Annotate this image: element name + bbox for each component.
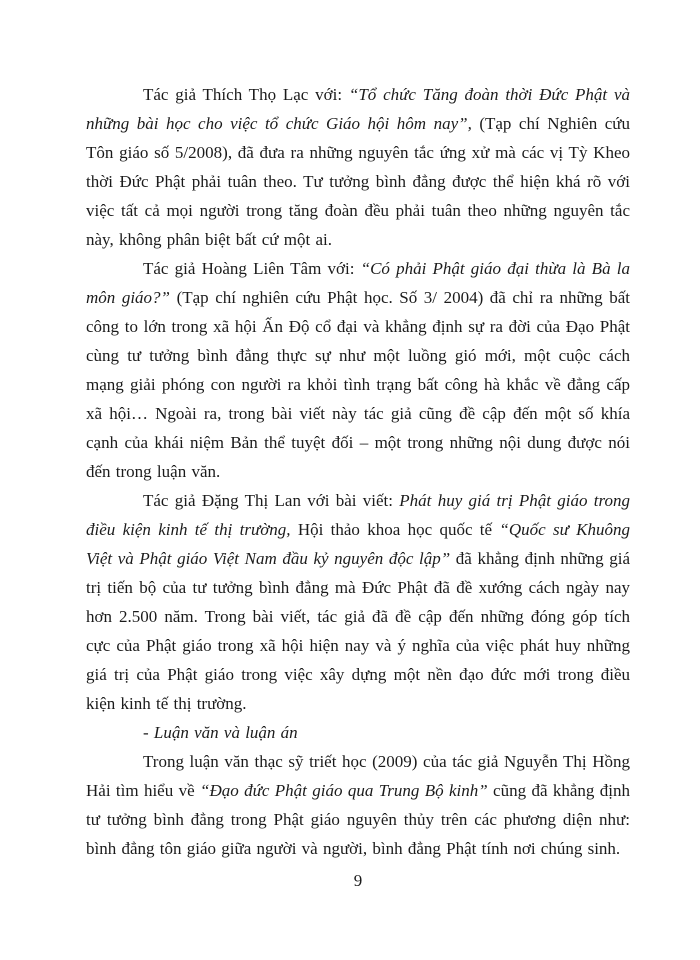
italic-text: “Đạo đức Phật giáo qua Trung Bộ kinh” [200, 781, 488, 800]
body-text: cũng đã khẳng định tư tưởng bình đẳng trong Phật giáo nguyên thủy trên các phương diện như: bình đẳng tôn giáo giữa người và người, bình đẳng Phật tính nơi chúng sinh. [86, 781, 631, 858]
italic-text: “Quốc sư Khuông Việt và Phật giáo Việt Nam đầu kỷ nguyên độc lập” [86, 520, 630, 568]
body-text: Trong luận văn thạc sỹ triết học (2009) của tác giả Nguyễn Thị Hồng Hải tìm hiểu về [86, 752, 630, 800]
italic-text: “Tổ chức Tăng đoàn thời Đức Phật và những bài học cho việc tổ chức Giáo hội hôm nay”, [86, 85, 630, 133]
body-text: đã khẳng định những giá trị tiến bộ của tư tưởng bình đẳng mà Đức Phật đã đề xướng cách ngày nay hơn 2.500 năm. Trong bài viết, tác giả đã đề cập đến những đóng góp tích cực của Phật giáo trong xã hội hiện nay và ý nghĩa của việc phát huy những giá trị của Phật giáo trong việc xây dựng một nền đạo đức mới trong điều kiện kinh tế thị trường. [86, 549, 631, 713]
italic-text: Phát huy giá trị Phật giáo trong điều kiện kinh tế thị trường, [86, 491, 630, 539]
paragraph [86, 747, 630, 863]
document-body [86, 80, 630, 863]
italic-text: - Luận văn và luận án [143, 723, 298, 742]
body-text: (Tạp chí Nghiên cứu Tôn giáo số 5/2008), đã đưa ra những nguyên tắc ứng xử mà các vị Tỳ Kheo thời Đức Phật phải tuân theo. Tư tưởng bình đẳng được thể hiện khá rõ với việc tất cả mọi người trong tăng đoàn đều phải tuân theo những nguyên tắc này, không phân biệt bất cứ một ai. [86, 114, 631, 249]
italic-text: “Có phải Phật giáo đại thừa là Bà la môn giáo?” [86, 259, 630, 307]
paragraph [86, 80, 630, 254]
page-number: 9 [353, 871, 363, 890]
body-text: Tác giả Hoàng Liên Tâm với: [143, 259, 361, 278]
paragraph [86, 254, 630, 486]
paragraph [86, 718, 630, 747]
body-text: Tác giả Đặng Thị Lan với bài viết: [143, 491, 400, 510]
body-text: (Tạp chí nghiên cứu Phật học. Số 3/ 2004) đã chỉ ra những bất công to lớn trong xã hội Ấn Độ cổ đại và khẳng định sự ra đời của Đạo Phật cùng tư tưởng bình đẳng thực sự như một luồng gió mới, một cuộc cách mạng giải phóng con người ra khỏi tình trạng bất công hà khắc về đẳng cấp xã hội… Ngoài ra, trong bài viết này tác giả cũng đề cập đến một số khía cạnh của khái niệm Bản thể tuyệt đối – một trong những nội dung được nói đến trong luận văn. [86, 288, 630, 481]
body-text: Tác giả Thích Thọ Lạc với: [143, 85, 349, 104]
body-text: Hội thảo khoa học quốc tế [290, 520, 500, 539]
paragraph [86, 486, 630, 718]
